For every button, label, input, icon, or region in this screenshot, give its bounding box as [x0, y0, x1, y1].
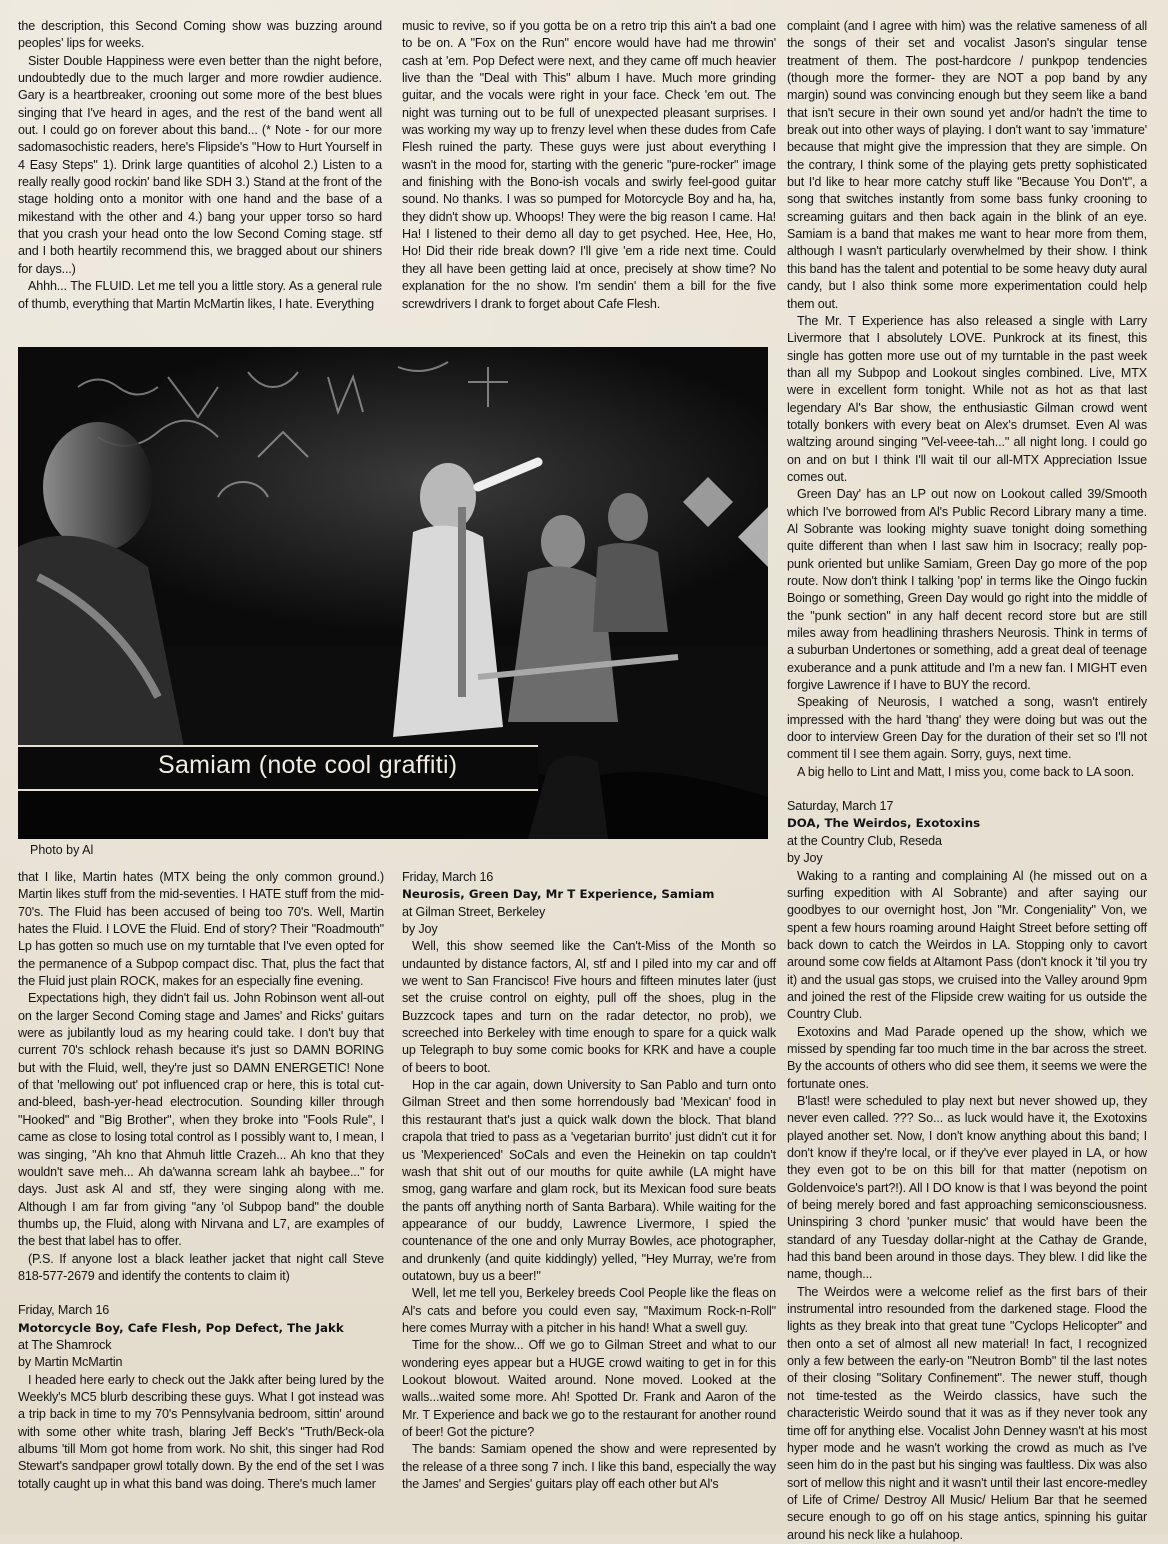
column-1-top [18, 18, 382, 313]
review-bands: Motorcycle Boy, Cafe Flesh, Pop Defect, The Jakk [18, 1320, 344, 1335]
review-venue: at The Shamrock [18, 1337, 112, 1352]
paragraph: B'last! were scheduled to play next but never showed up, they never even called. ??? So... as luck would have it, the Exotoxins played another set. Now, I don't know anything about this band; I don't know if they're local, or if they've ever played in LA, or how they even got to be on this bill for that matter (nepotism on Goldenvoice's part?!). All I DO know is that I was beyond the point of being merely bored and fast approaching semiconsciousness. Uninspiring 3 chord 'punker music' that would have been the standard of any Tuesday dollar-night at the Cathay de Grande, had this band been around in those days. They blew. I did like the name, though... [787, 1093, 1147, 1282]
paragraph: (P.S. If anyone lost a black leather jacket that night call Steve 818-577-2679 and identify the contents to claim it) [18, 1251, 384, 1283]
paragraph: Waking to a ranting and complaining Al (he missed out on a surfing expedition with Al Sobrante) and after saying our goodbyes to our overnight host, Jon "Mr. Congeniality" Von, we spent a few hours roaming around Haight Street before setting off back down to catch the Weirdos in LA. Stopping only to cavort around some cow fields at Altamont Pass (don't knock it 'til you try it) and the usual gas stops, we cruised into the Valley around 9pm and joined the rest of the Flipside crew waiting for us outside the Country Club. [787, 868, 1147, 1022]
paragraph: Hop in the car again, down University to San Pablo and turn onto Gilman Street and then some horrendously bad 'Mexican' food in this restaurant that's just a quick walk down the block. That bland crapola that tried to pass as a 'vegetarian burrito' just didn't cut it for us 'Mexperienced' SoCals and even the Heinekin on tap couldn't wash that shit out of our mouths for quite awhile (LA might have smog, gang warfare and glam rock, but its Mexican food sure beats the pants off anything north of Santa Barbara). While waiting for the appearance of our buddy, Lawrence Livermore, I spied the countenance of the one and only Murray Bowles, ace photographer, and drunkenly (and quite kiddingly) yelled, "Hey Murray, we're from outatown, buy us a beer!" [402, 1078, 776, 1283]
review-date: Friday, March 16 [18, 1303, 110, 1318]
paragraph: I headed here early to check out the Jakk after being lured by the Weekly's MC5 blurb describing these guys. What I got instead was a trip back in time to my 70's Pennsylvania bedroom, sittin' around with some other white trash, blaring Jeff Beck's "Truth/Beck-ola albums 'till Mom got home from work. No shit, this singer had Rod Stewart's sandpaper growl totally down. By the end of the set I was totally caught up in what this band was doing. There's much lamer [18, 1372, 384, 1491]
paragraph: Well, this show seemed like the Can't-Miss of the Month so undaunted by distance factors, Al, stf and I piled into my car and off we went to San Francisco! Five hours and fifteen minutes later (just set the cruise control on eighty, pull off the shoes, plug in the Buzzcock tapes and turn on the radar detector, no prob), we screeched into Berkeley with time enough to spare for a quick walk up Telegraph to buy some comic books for KRK and have a couple of beers to boot. [402, 939, 776, 1075]
paragraph: Well, let me tell you, Berkeley breeds Cool People like the fleas on Al's cats and before you could even say, "Maximum Rock-n-Roll" here comes Murray with a pitcher in his hand! What a swell guy. [402, 1286, 776, 1335]
column-2-top [402, 18, 776, 313]
column-1-bottom [18, 869, 384, 1493]
paragraph: complaint (and I agree with him) was the relative sameness of all the songs of their set and vocalist Jason's singular tense treatment of them. The post-hardcore / punkpop tendencies (though more the former- they are NOT a pop band by any margin) sound was convincing enough but they seem like a band that isn't secure in their own sound yet and/or hadn't the time to break out into other ways of playing. I don't want to say 'immature' because that might give the impression that they are simple. On the contrary, I think some of the playing gets pretty sophisticated but I'd like to hear more catchy stuff like "Because You Don't", a song that switches instantly from some bass funky crooning to screaming guitars and then back again in the blink of an eye. Samiam is a band that makes me want to hear more from them, although I wasn't particularly overwhelmed by their show. I think this band has the talent and potential to be some heavy duty aural candy, but I also think some more experimentation could help them out. [787, 19, 1147, 311]
paragraph: A big hello to Lint and Matt, I miss you, come back to LA soon. [797, 764, 1135, 779]
review-venue: at Gilman Street, Berkeley [402, 904, 546, 919]
paragraph: Speaking of Neurosis, I watched a song, wasn't entirely impressed with the hard 'thang' they were doing but was out the door to interview Green Day for the duration of their set so I'll not comment til I see them again. Sorry, guys, next time. [787, 695, 1147, 762]
photo-caption: Samiam (note cool graffiti) [158, 751, 458, 779]
photo-credit: Photo by Al [30, 843, 94, 857]
paragraph: Expectations high, they didn't fail us. John Robinson went all-out on the larger Second Coming stage and James' and Ricks' guitars were as jubilantly loud as my hearing could take. I don't buy that current 70's schlock rehash because it's just so DAMN BORING but with the Fluid, well, they're just so DAMN ENERGETIC! None of that 'mellowing out' pot influenced crap or here, this is total cut-and-bleed, bash-yer-head electrocution. Sounding killer through "Hooked" and "Big Brother", when they broke into "Fools Rule", I came as close to losing total control as I possibly want to, I mean, I was singing, "Ah kno that Ahmuh little Crazeh... Ah kno that they wouldn't save meh... Ah da'wanna scream lahk ah baybee..." for days. Just ask Al and stf, they were singing along with me. Although I am far from giving "any 'ol Subpop band" the double thumbs up, the Fluid, along with Nirvana and L7, are examples of the best that label has to offer. [18, 991, 384, 1249]
review-date: Friday, March 16 [402, 870, 494, 884]
review-byline: by Joy [787, 851, 823, 866]
column-3 [787, 18, 1147, 1544]
paragraph: Sister Double Happiness were even better than the night before, undoubtedly due to the much larger and more rowdier audience. Gary is a heartbreaker, crooning out some more of the best blues singing that I've heard in ages, and the rest of the band went all out. I could go on forever about this band... (* Note - for our more sadomasochistic readers, here's Flipside's "How to Hurt Yourself in 4 Easy Steps" 1). Drink large quantities of alcohol 2.) Listen to a really really good rockin' band like SDH 3.) Stand at the front of the stage holding onto a monitor with one hand and the base of a mikestand with the other and 4.) bang your upper torso so hard that you crash your head onto the low Second Coming stage. stf and I both heartily recommend this, we bragged about our shiners for days...) [18, 53, 382, 276]
review-byline: by Martin McMartin [18, 1355, 123, 1370]
review-byline: by Joy [402, 922, 438, 937]
photo-caption-bar [18, 745, 538, 791]
paragraph: that I like, Martin hates (MTX being the only common ground.) Martin likes stuff from the mid-seventies. I HATE stuff from the mid-70's. The Fluid has been accused of being too 70's. Well, Martin hates the Fluid. I LOVE the Fluid. End of story? Their "Roadmouth" Lp has gotten so much use on my turntable that I've even opted for the permanence of a Subpop compact disc. That, plus the fact that the Fluid just plain ROCK, makes for an especially fine evening. [18, 870, 384, 989]
paragraph: Time for the show... Off we go to Gilman Street and what to our wondering eyes appear but a HUGE crowd waiting to get in for this Lookout blowout. Waited around. None moved. Looked at the walls...waited some more. Ah! Spotted Dr. Frank and Aaron of the Mr. T Experience and back we go to the restaurant for another round of beer! Got the picture? [402, 1338, 776, 1439]
paragraph: The bands: Samiam opened the show and were represented by the release of a three song 7 inch. I like this band, especially the way the James' and Sergies' guitars play off each other but Al's [402, 1442, 776, 1492]
review-bands: DOA, The Weirdos, Exotoxins [787, 816, 981, 831]
paragraph: Exotoxins and Mad Parade opened up the show, which we missed by spending far too much time in the bar across the street. By the accounts of others who did see them, it seems we were the fortunate ones. [787, 1024, 1148, 1091]
paragraph: Ahhh... The FLUID. Let me tell you a little story. As a general rule of thumb, everything that Martin McMartin likes, I hate. Everything [18, 279, 382, 311]
paragraph: The Mr. T Experience has also released a single with Larry Livermore that I absolutely LOVE. Punkrock at its finest, this single has gotten more use out of my turntable in the past week than all my Subpop and Lookout singles combined. Live, MTX were in excellent form tonight. While not as hot as that last legendary Al's Bar show, the enthusiastic Gilman crowd went totally bonkers with every beat on Alex's drumset. Even Al was waltzing around singing "Vel-veee-tah..." all night long. I could go on and on but I think I'll wait til our all-MTX Appreciation Issue comes out. [787, 313, 1147, 484]
review-date: Saturday, March 17 [787, 799, 894, 814]
paragraph: Green Day' has an LP out now on Lookout called 39/Smooth which I've borrowed from Al's Public Record Library many a time. Al Sobrante was looking mighty suave tonight doing something quite different than when I last saw him in Isocracy; really pop-punk oriented but unlike Samiam, Green Day go more of the pop route. Now don't think I talking 'pop' in terms like the Oingo fuckin Boingo or something, Green Day would go right into the middle of the "punk section" in any half decent record store but are still miles away from headlining thrashers Neurosis. Think in terms of a suburban Undertones or something, add a great deal of teenage exuberance and a punk attitude and I'm a new fan. I MIGHT even forgive Lawrence if I have to BUY the record. [787, 487, 1147, 693]
paragraph: the description, this Second Coming show was buzzing around peoples' lips for weeks. [18, 19, 382, 51]
review-venue: at the Country Club, Reseda [787, 833, 942, 848]
column-2-bottom [402, 869, 776, 1493]
paragraph: music to revive, so if you gotta be on a retro trip this ain't a bad one to be on. A "Fox on the Run" encore would have had me throwin' cash at 'em. Pop Defect were next, and they came off much heavier live than the "Deal with This" album I have. Much more grinding guitar, and the vocals were right in your face. Check 'em out. The night was turning out to be full of unexpected pleasant surprises. I was working my way up to frenzy level when these dudes from Cafe Flesh ruined the party. These guys were just about everything I wasn't in the mood for, starting with the generic "pure-rocker" image and finishing with the Bono-ish vocals and swirly feel-good guitar sound. No thanks. I was so pumped for Motorcycle Boy and ha, ha, they didn't show up. Whoops! They were the big reason I came. Ha! Ha! I listened to their demo all day to get psyched. Hee, Hee, Ho, Ho! Did their ride break down? I'll give 'em a ride next time. Could they all have been getting laid at once, precisely at show time? No explanation for the no show. I'm sendin' them a bill for the five screwdrivers I drank to forget about Cafe Flesh. [402, 19, 776, 311]
review-bands: Neurosis, Green Day, Mr T Experience, Samiam [402, 887, 715, 902]
paragraph: The Weirdos were a welcome relief as the first bars of their instrumental intro resounded from the darkened stage. Flood the lights as they break into that great tune "Cyclops Helicopter" and then onto a set of almost all new material! In fact, I recognized only a few between the early-on "Neutron Bomb" til the last notes of their closing "Solitary Confinement". The newer stuff, though not time-tested as the Weirdo classics, have such the characteristic Weirdo sound that it was as if they never took any time off for anything else. Vocalist John Denney wasn't at his most hyper mode and he wasn't working the crowd as much as I've seen him do in the past but his singing was faultless. Dix was also sort of mellow this night and it wasn't until their last encore-medley of Life of Crime/ Destroy All Music/ Helium Bar that he seemed secure enough to go off on his stage antics, spinning his guitar around his neck like a hulahoop. [787, 1284, 1147, 1542]
